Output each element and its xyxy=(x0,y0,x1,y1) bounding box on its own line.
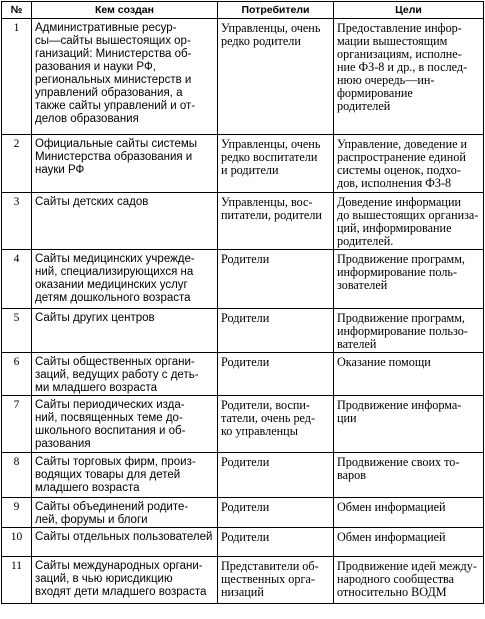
creator-line: заций, ведущих работу с деть- xyxy=(35,369,199,381)
creator-cell xyxy=(32,528,218,557)
creator-line: оказании медицинских услуг xyxy=(35,279,188,291)
consumers-cell xyxy=(218,453,334,498)
row-number: 9 xyxy=(2,498,32,528)
table-row xyxy=(2,309,484,353)
consumers-line: Родители xyxy=(221,252,270,266)
row-number: 2 xyxy=(2,135,32,193)
goals-line: ции xyxy=(337,411,357,425)
goals-cell xyxy=(334,453,484,498)
consumers-line: Управленцы, очень xyxy=(221,137,321,151)
goals-line: информирование поль- xyxy=(337,265,458,279)
goals-cell xyxy=(334,396,484,453)
consumers-line: Родители xyxy=(221,455,270,469)
goals-line: Продвижение своих то- xyxy=(337,455,460,469)
consumers-cell xyxy=(218,396,334,453)
consumers-line: Управленцы, вос- xyxy=(221,195,313,209)
goals-line: варов xyxy=(337,468,366,482)
creator-line: школьного воспитания и об- xyxy=(35,425,186,437)
goals-cell xyxy=(334,353,484,396)
creator-line: Сайты детских садов xyxy=(35,196,149,208)
table-row xyxy=(2,528,484,557)
consumers-line: и родители xyxy=(221,163,279,177)
goals-cell xyxy=(334,528,484,557)
creator-line: делов образования xyxy=(35,113,139,125)
creator-cell xyxy=(32,309,218,353)
table-row xyxy=(2,353,484,396)
creator-line: Сайты отдельных пользователей xyxy=(35,531,213,543)
goals-line: родителей. xyxy=(337,234,394,248)
table-row xyxy=(2,250,484,309)
consumers-line: низаций xyxy=(221,585,264,599)
creator-line: входят дети младшего возраста xyxy=(35,586,207,598)
creator-line: заций, в чью юрисдикцию xyxy=(35,573,173,585)
row-number: 4 xyxy=(2,250,32,309)
consumers-line: ко управленцы xyxy=(221,424,298,438)
table-row xyxy=(2,498,484,528)
consumers-cell xyxy=(218,528,334,557)
header-consumers: Потребители xyxy=(218,2,334,19)
creator-line: младшего возраста xyxy=(35,482,140,494)
creator-cell xyxy=(32,135,218,193)
goals-line: нюю очередь—ин- xyxy=(337,73,435,87)
creator-line: ганизаций: Министерства об- xyxy=(35,48,192,60)
row-number: 3 xyxy=(2,193,32,250)
creator-line: Административные ресур- xyxy=(35,22,177,34)
goals-line: народного сообщества xyxy=(337,572,455,586)
goals-line: Продвижение идей между- xyxy=(337,559,477,573)
consumers-line: Родители xyxy=(221,500,270,514)
creator-line: ний, специализирующихся на xyxy=(35,266,194,278)
consumers-cell xyxy=(218,250,334,309)
goals-line: Управление, доведение и xyxy=(337,137,468,151)
table-row xyxy=(2,135,484,193)
creator-line: водящих товары для детей xyxy=(35,469,181,481)
goals-cell xyxy=(334,193,484,250)
creator-cell xyxy=(32,498,218,528)
consumers-cell xyxy=(218,498,334,528)
creator-cell xyxy=(32,353,218,396)
goals-line: Продвижение программ, xyxy=(337,311,465,325)
creator-line: Сайты объединений родите- xyxy=(35,501,189,513)
goals-line: формирование xyxy=(337,86,413,100)
creator-cell xyxy=(32,557,218,604)
table-row xyxy=(2,453,484,498)
consumers-line: татели, очень ред- xyxy=(221,411,316,425)
consumers-cell xyxy=(218,19,334,135)
goals-cell xyxy=(334,309,484,353)
goals-line: Доведение информации xyxy=(337,195,461,209)
goals-line: дов, исполнения ФЗ-8 xyxy=(337,176,452,190)
sites-table xyxy=(1,1,484,604)
creator-line: региональных министерств и xyxy=(35,74,192,86)
goals-line: родителей xyxy=(337,99,391,113)
creator-line: также сайты управлений и от- xyxy=(35,100,196,112)
goals-line: относительно ВОДМ xyxy=(337,585,447,599)
creator-cell xyxy=(32,453,218,498)
creator-line: сы—сайты вышестоящих ор- xyxy=(35,35,191,47)
goals-line: ций, информирование xyxy=(337,221,452,235)
consumers-line: Родители, воспи- xyxy=(221,398,310,412)
creator-cell xyxy=(32,396,218,453)
goals-line: Обмен информацией xyxy=(337,530,446,544)
header-num: № xyxy=(2,2,32,19)
goals-line: распространение единой xyxy=(337,150,466,164)
consumers-line: Родители xyxy=(221,530,270,544)
creator-line: Министерства образования и xyxy=(35,151,193,163)
creator-line: науки РФ xyxy=(35,164,85,176)
consumers-line: Родители xyxy=(221,311,270,325)
goals-line: Оказание помощи xyxy=(337,355,431,369)
goals-line: системы оценок, подхо- xyxy=(337,163,461,177)
goals-cell xyxy=(334,498,484,528)
creator-line: детям дошкольного возраста xyxy=(35,292,191,304)
goals-cell xyxy=(334,135,484,193)
creator-line: лей, форумы и блоги xyxy=(35,514,148,526)
creator-line: ний, посвященных теме до- xyxy=(35,412,183,424)
creator-cell xyxy=(32,193,218,250)
consumers-line: Представители об- xyxy=(221,559,319,573)
goals-line: мации вышестоящим xyxy=(337,34,448,48)
consumers-line: редко родители xyxy=(221,34,301,48)
creator-line: Сайты торговых фирм, произ- xyxy=(35,456,196,468)
goals-line: Предоставление инфор- xyxy=(337,21,462,35)
creator-line: разования xyxy=(35,438,91,450)
consumers-cell xyxy=(218,353,334,396)
creator-line: Сайты других центров xyxy=(35,312,155,324)
consumers-line: питатели, родители xyxy=(221,208,322,222)
goals-line: организациям, исполне- xyxy=(337,47,462,61)
goals-line: ние ФЗ-8 и др., в послед- xyxy=(337,60,468,74)
goals-line: Продвижение программ, xyxy=(337,252,465,266)
table-row xyxy=(2,19,484,135)
creator-line: Сайты общественных органи- xyxy=(35,356,195,368)
row-number: 7 xyxy=(2,396,32,453)
creator-line: Официальные сайты системы xyxy=(35,138,198,150)
creator-line: управлений образования, а xyxy=(35,87,183,99)
header-row xyxy=(2,2,484,19)
creator-line: Сайты международных органи- xyxy=(35,560,203,572)
header-creator: Кем создан xyxy=(32,2,218,19)
consumers-cell xyxy=(218,135,334,193)
goals-cell xyxy=(334,19,484,135)
consumers-line: Управленцы, очень xyxy=(221,21,321,35)
row-number: 1 xyxy=(2,19,32,135)
creator-line: разования и науки РФ, xyxy=(35,61,156,73)
creator-cell xyxy=(32,19,218,135)
consumers-line: редко воспитатели xyxy=(221,150,318,164)
goals-line: информирование пользо- xyxy=(337,324,468,338)
consumers-line: щественных орга- xyxy=(221,572,315,586)
goals-line: Продвижение информа- xyxy=(337,398,462,412)
goals-line: до вышестоящих организа- xyxy=(337,208,479,222)
row-number: 5 xyxy=(2,309,32,353)
goals-line: Обмен информацией xyxy=(337,500,446,514)
table-row xyxy=(2,557,484,604)
creator-cell xyxy=(32,250,218,309)
consumers-cell xyxy=(218,309,334,353)
table-row xyxy=(2,396,484,453)
consumers-line: Родители xyxy=(221,355,270,369)
consumers-cell xyxy=(218,193,334,250)
consumers-cell xyxy=(218,557,334,604)
creator-line: ми младшего возраста xyxy=(35,382,157,394)
row-number: 10 xyxy=(2,528,32,557)
row-number: 11 xyxy=(2,557,32,604)
row-number: 6 xyxy=(2,353,32,396)
creator-line: Сайты периодических изда- xyxy=(35,399,185,411)
table-body xyxy=(2,19,484,604)
table-row xyxy=(2,193,484,250)
goals-cell xyxy=(334,250,484,309)
creator-line: Сайты медицинских учрежде- xyxy=(35,253,195,265)
goals-cell xyxy=(334,557,484,604)
goals-line: зователей xyxy=(337,278,388,292)
header-goals: Цели xyxy=(334,2,484,19)
row-number: 8 xyxy=(2,453,32,498)
goals-line: вателей xyxy=(337,337,377,351)
